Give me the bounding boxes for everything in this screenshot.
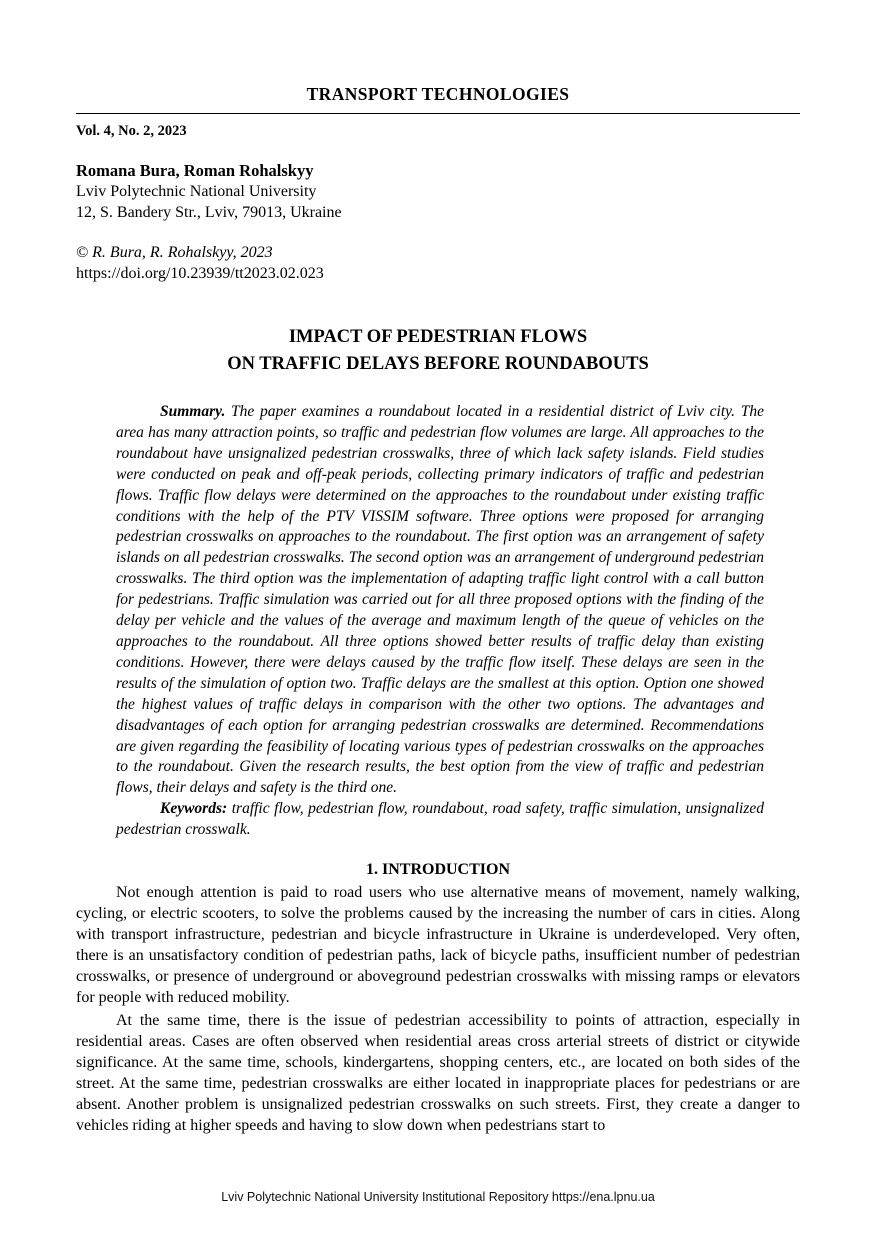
introduction-paragraph-2: At the same time, there is the issue of pedestrian accessibility to points of attraction, especially in residential areas. Cases are often observed when residential areas cross arterial streets of district or citywide significance. At the same time, schools, kindergartens, shopping centers, etc., are located on both sides of the street. At the same time, pedestrian crosswalks are either located in inappropriate places for pedestrians or are absent. Another problem is unsignalized pedestrian crosswalks on such streets. First, they create a danger to vehicles riding at higher speeds and having to slow down when pedestrians start to — [76, 1012, 800, 1134]
summary-paragraph — [116, 402, 764, 799]
journal-name: TRANSPORT TECHNOLOGIES — [306, 84, 570, 104]
journal-issue: Vol. 4, No. 2, 2023 — [76, 123, 187, 139]
article-title-line1: IMPACT OF PEDESTRIAN FLOWS — [288, 327, 588, 347]
author-affiliation: Lviv Polytechnic National University — [76, 183, 317, 200]
copyright-line: © R. Bura, R. Rohalskyy, 2023 — [76, 244, 273, 261]
author-names: Romana Bura, Roman Rohalskyy — [76, 161, 314, 180]
introduction-paragraph-1: Not enough attention is paid to road users who use alternative means of movement, namely walking, cycling, or electric scooters, to solve the problems caused by the increasing the number of cars in cities. Along with transport infrastructure, pedestrian and bicycle infrastructure in Ukraine is underdeveloped. Very often, there is an unsatisfactory condition of pedestrian paths, lack of bicycle paths, insufficient number of pedestrian crosswalks, or presence of underground or aboveground pedestrian crosswalks with missing ramps or elevators for people with reduced mobility. — [76, 884, 800, 1006]
meta-block — [76, 242, 800, 284]
keywords-label: Keywords: — [160, 800, 228, 818]
keywords-paragraph — [116, 799, 764, 841]
doi-line: https://doi.org/10.23939/tt2023.02.023 — [76, 265, 324, 282]
summary-text: The paper examines a roundabout located in a residential district of Lviv city. The area has many attraction points, so traffic and pedestrian flow volumes are large. All approaches to the roundabout have unsignalized pedestrian crosswalks, three of which lack safety islands. Field studies were conducted on peak and off-peak periods, collecting primary indicators of traffic and pedestrian flows. Traffic flow delays were determined on the approaches to the roundabout under existing traffic conditions with the help of the PTV VISSIM software. Three options were proposed for arranging pedestrian crosswalks on approaches to the roundabout. The first option was an arrangement of safety islands on all pedestrian crosswalks. The second option was an arrangement of underground pedestrian crosswalks. The third option was the implementation of adapting traffic light control with a call button for pedestrians. Traffic simulation was carried out for all three proposed options with the finding of the delay per vehicle and the values of the average and maximum length of the queue of vehicles on the approaches to the roundabout. All three options showed better results of traffic delay than existing conditions. However, there were delays caused by the traffic flow itself. These delays are seen in the results of the simulation of option two. Traffic delays are the smallest at this option. Option one showed the highest values of traffic delays in comparison with the other two options. The advantages and disadvantages of each option for arranging pedestrian crosswalks are determined. Recommendations are given regarding the feasibility of locating various types of pedestrian crosswalks on the approaches to the roundabout. Given the research results, the best option from the view of traffic and pedestrian flows, their delays and safety is the third one. — [116, 403, 764, 797]
summary-label: Summary. — [160, 403, 226, 420]
journal-header — [76, 84, 800, 114]
author-address: 12, S. Bandery Str., Lviv, 79013, Ukraine — [76, 204, 342, 221]
article-title — [76, 324, 800, 378]
section-heading-introduction: 1. INTRODUCTION — [365, 861, 510, 879]
article-title-line2: ON TRAFFIC DELAYS BEFORE ROUNDABOUTS — [227, 354, 649, 374]
repository-footer: Lviv Polytechnic National University Institutional Repository https://ena.lpnu.ua — [221, 1190, 655, 1204]
authors-block — [76, 160, 800, 223]
keywords-text: traffic flow, pedestrian flow, roundabout, road safety, traffic simulation, unsignalized pedestrian crosswalk. — [116, 800, 764, 839]
